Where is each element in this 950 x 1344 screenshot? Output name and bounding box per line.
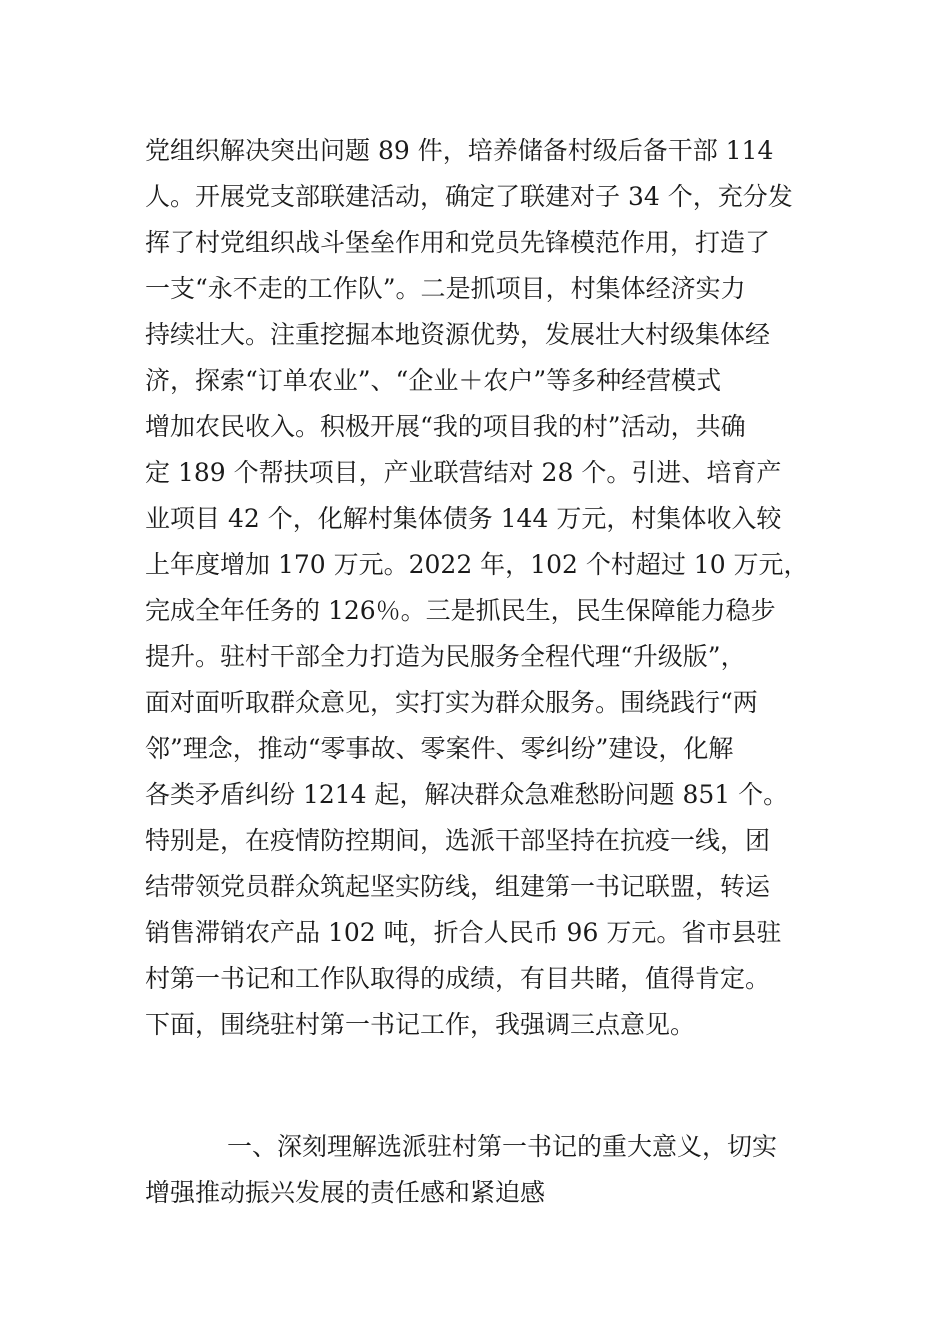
paragraph-line: 党组织解决突出问题 89 件，培养储备村级后备干部 114 (145, 136, 774, 165)
paragraph-line: 提升。驻村干部全力打造为民服务全程代理“升级版”， (145, 642, 746, 671)
paragraph-line: 特别是，在疫情防控期间，选派干部坚持在抗疫一线，团 (145, 826, 771, 855)
body-paragraph (145, 128, 810, 1048)
paragraph-line: 济，探索“订单农业”、“企业＋农户”等多种经营模式 (145, 366, 722, 395)
section-heading (145, 1124, 810, 1216)
paragraph-line: 完成全年任务的 126％。三是抓民生，民生保障能力稳步 (145, 596, 776, 625)
heading-line: 一、深刻理解选派驻村第一书记的重大意义，切实 (227, 1132, 778, 1161)
paragraph-line: 上年度增加 170 万元。2022 年，102 个村超过 10 万元， (145, 550, 809, 579)
paragraph-line: 村第一书记和工作队取得的成绩，有目共睹，值得肯定。 (145, 964, 771, 993)
paragraph-line: 持续壮大。注重挖掘本地资源优势，发展壮大村级集体经 (145, 320, 771, 349)
paragraph-line: 结带领党员群众筑起坚实防线，组建第一书记联盟，转运 (145, 872, 771, 901)
paragraph-line: 业项目 42 个，化解村集体债务 144 万元，村集体收入较 (145, 504, 782, 533)
heading-line: 增强推动振兴发展的责任感和紧迫感 (145, 1178, 546, 1207)
paragraph-line: 邻”理念，推动“零事故、零案件、零纠纷”建设，化解 (145, 734, 734, 763)
paragraph-line: 下面，围绕驻村第一书记工作，我强调三点意见。 (145, 1010, 696, 1039)
paragraph-line: 一支“永不走的工作队”。二是抓项目，村集体经济实力 (145, 274, 746, 303)
paragraph-line: 挥了村党组织战斗堡垒作用和党员先锋模范作用，打造了 (145, 228, 771, 257)
paragraph-line: 面对面听取群众意见，实打实为群众服务。围绕践行“两 (145, 688, 758, 717)
paragraph-line: 人。开展党支部联建活动，确定了联建对子 34 个，充分发 (145, 182, 793, 211)
paragraph-line: 定 189 个帮扶项目，产业联营结对 28 个。引进、培育产 (145, 458, 782, 487)
paragraph-line: 销售滞销农产品 102 吨，折合人民币 96 万元。省市县驻 (145, 918, 782, 947)
paragraph-line: 增加农民收入。积极开展“我的项目我的村”活动，共确 (145, 412, 746, 441)
paragraph-line: 各类矛盾纠纷 1214 起，解决群众急难愁盼问题 851 个。 (145, 780, 789, 809)
